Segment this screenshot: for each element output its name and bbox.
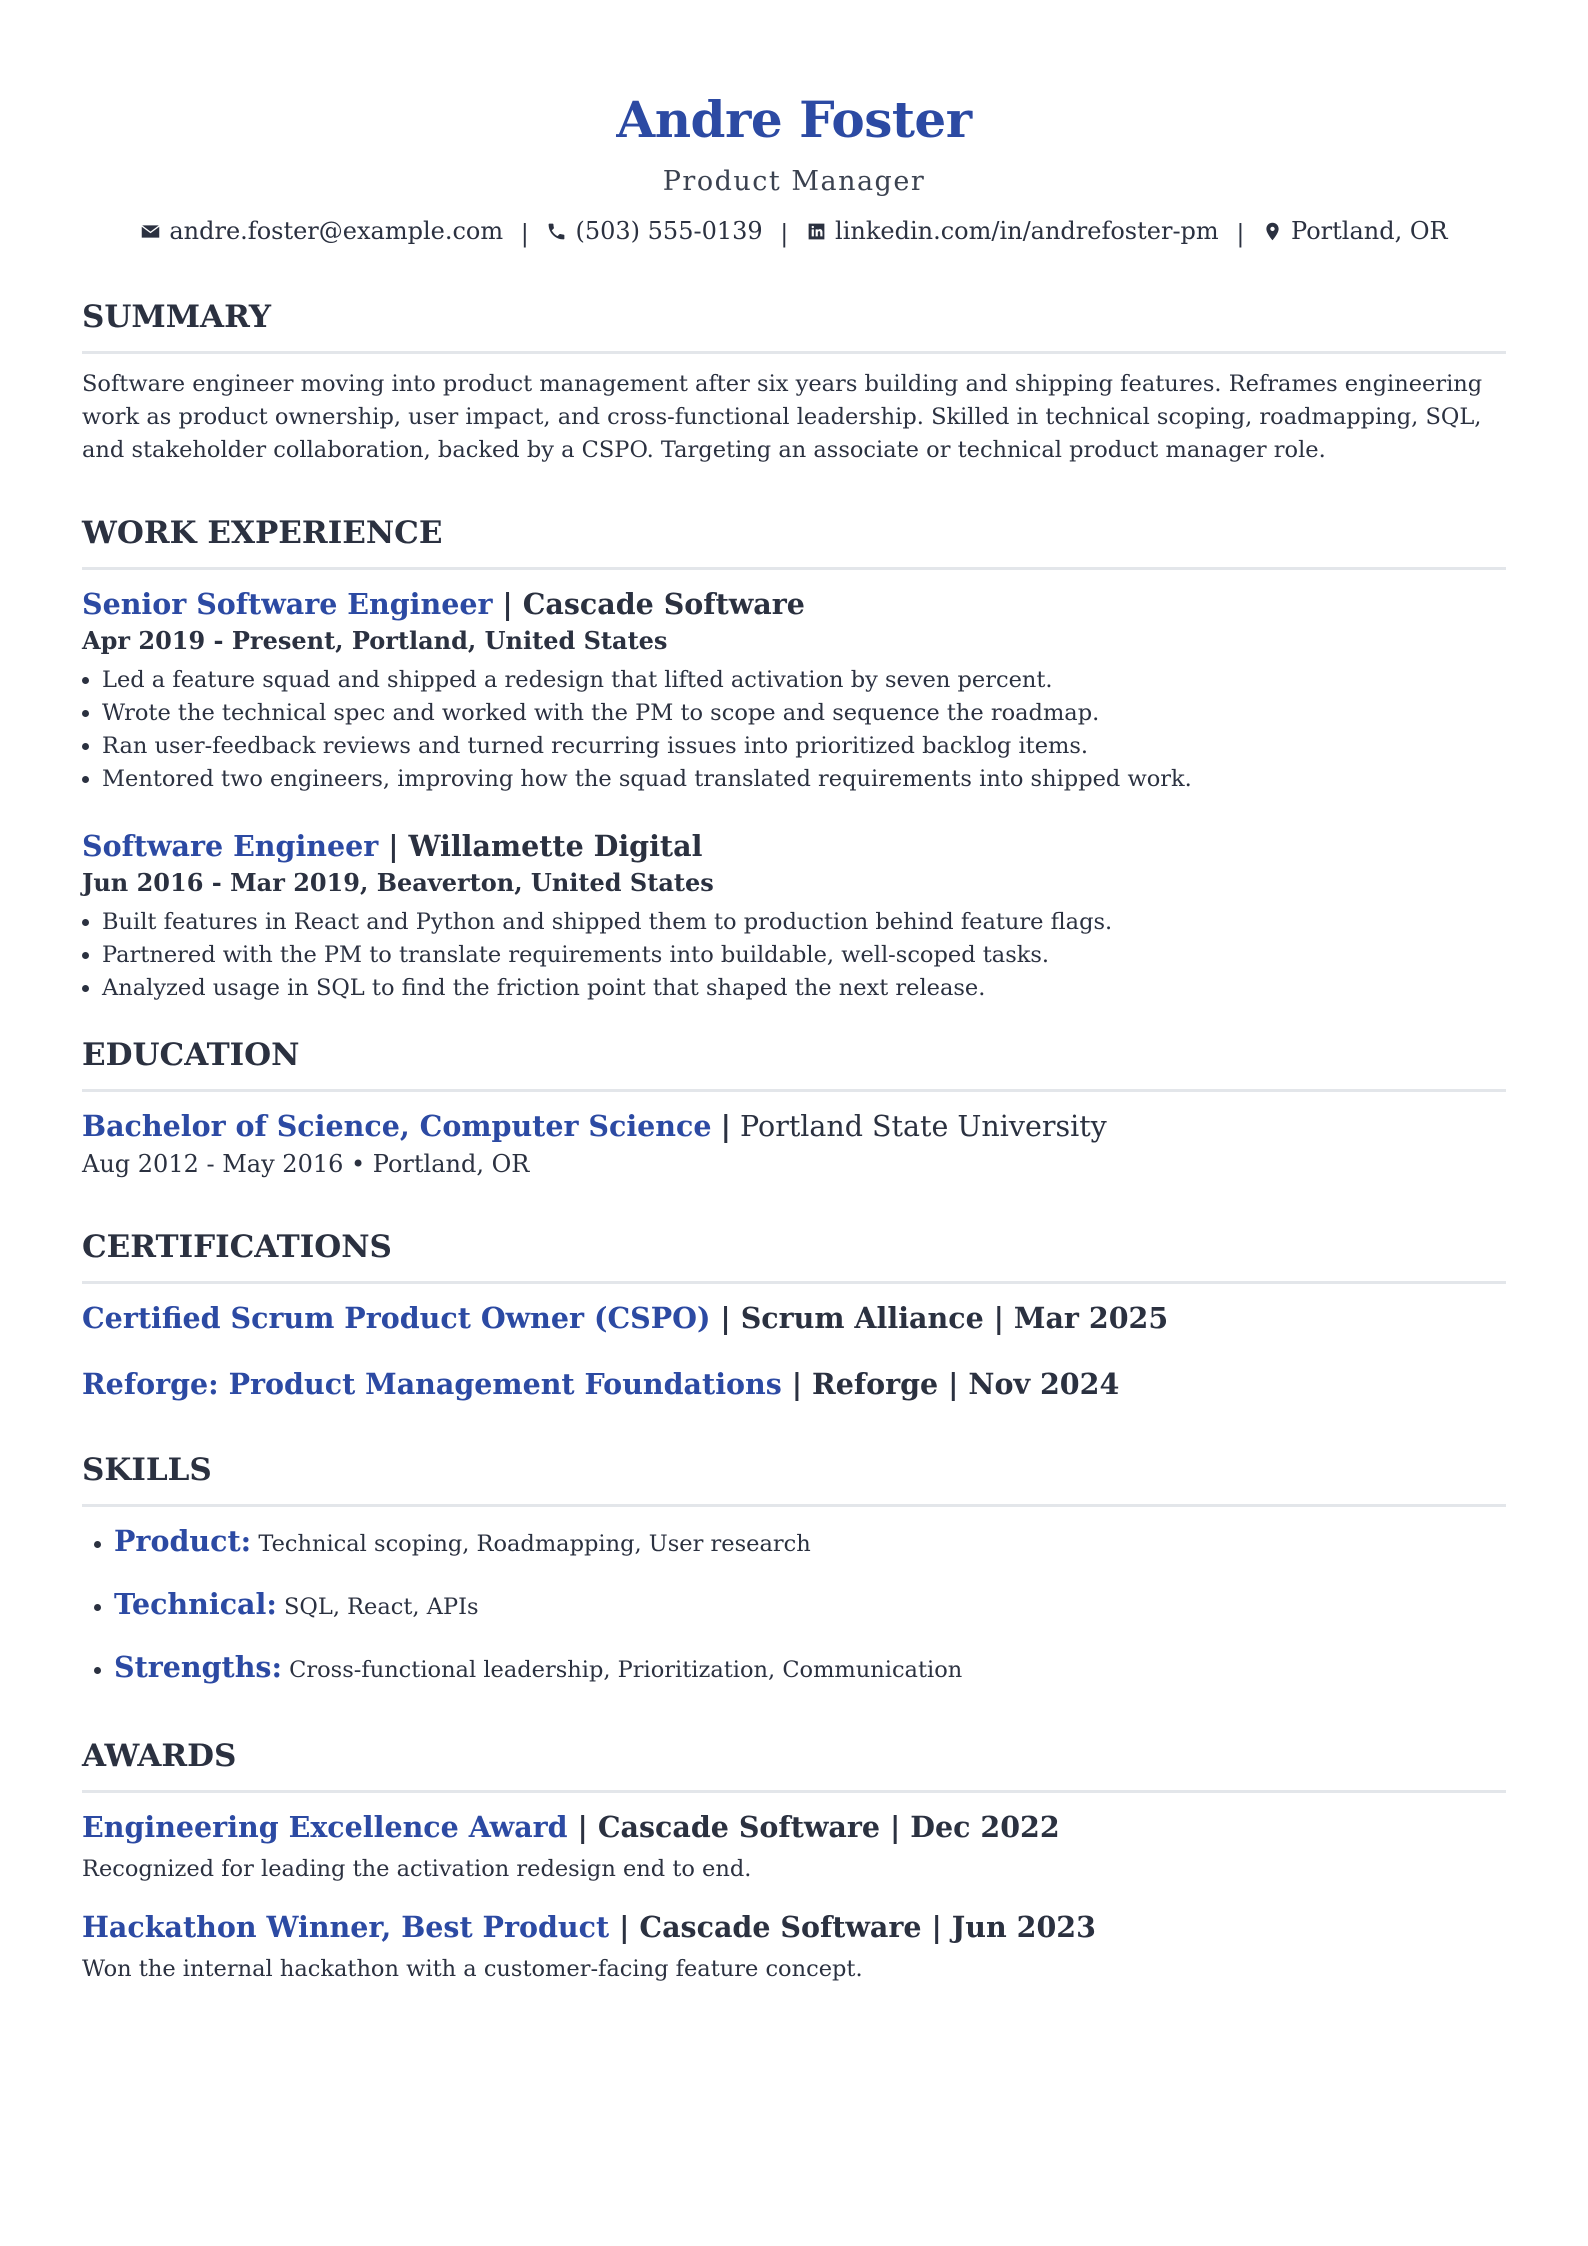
award-heading: Hackathon Winner, Best Product | Cascade Software | Jun 2023 <box>82 1909 1096 1944</box>
education-section <box>82 1035 1506 1181</box>
contact-email-text: andre.foster@example.com <box>169 217 504 245</box>
job-heading: Senior Software Engineer | Cascade Software <box>82 586 805 621</box>
list-item: • Mentored two engineers, improving how the squad translated requirements into shipped work. <box>102 763 1506 796</box>
award-name: Engineering Excellence Award <box>82 1809 568 1844</box>
award-org: Cascade Software <box>639 1909 922 1944</box>
list-item: • Analyzed usage in SQL to find the friction point that shaped the next release. <box>102 972 1506 1005</box>
section-heading: SKILLS <box>82 1450 1506 1507</box>
award-name: Hackathon Winner, Best Product <box>82 1909 610 1944</box>
contact-linkedin[interactable] <box>806 214 1219 248</box>
list-item: • Led a feature squad and shipped a redesign that lifted activation by seven percent. <box>102 664 1506 697</box>
contact-separator: | <box>520 219 529 248</box>
contact-location-text: Portland, OR <box>1291 217 1448 245</box>
section-heading: CERTIFICATIONS <box>82 1227 1506 1284</box>
certification-date: Mar 2025 <box>1013 1300 1169 1335</box>
education-heading: Bachelor of Science, Computer Science | Portland State University <box>82 1108 1107 1143</box>
job-heading: Software Engineer | Willamette Digital <box>82 828 703 863</box>
contact-location <box>1262 214 1448 248</box>
awards-section <box>82 1736 1506 1985</box>
contact-phone-text: (503) 555-0139 <box>575 217 763 245</box>
certification-issuer: Reforge <box>812 1366 939 1401</box>
list-item <box>114 1647 1506 1690</box>
award-description: Recognized for leading the activation redesign end to end. <box>82 1855 752 1882</box>
envelope-icon <box>140 221 161 242</box>
contact-line <box>82 214 1506 251</box>
certification-date: Nov 2024 <box>968 1366 1120 1401</box>
education-degree: Bachelor of Science, Computer Science <box>82 1108 712 1143</box>
job-entry <box>82 584 1506 796</box>
phone-icon <box>546 221 567 242</box>
certification-issuer: Scrum Alliance <box>740 1300 984 1335</box>
summary-text: Software engineer moving into product management after six years building and shipping features. Reframes engineering work as product ownership, user impact, and cross-functional leadership. Skilled in technical scoping, roadmapping, SQL, and stakeholder collaboration, backed by a CSPO. Targeting an associate or technical product manager role. <box>82 370 1483 463</box>
skill-value: SQL, React, APIs <box>284 1593 479 1620</box>
certification-item: Certified Scrum Product Owner (CSPO) | Scrum Alliance | Mar 2025 <box>82 1300 1169 1335</box>
summary-section <box>82 297 1506 467</box>
award-item <box>82 1907 1506 1985</box>
award-date: Jun 2023 <box>951 1909 1096 1944</box>
job-role: Software Engineer <box>82 828 379 863</box>
job-company: Cascade Software <box>522 586 805 621</box>
job-company: Willamette Digital <box>408 828 703 863</box>
skill-label: Product: <box>114 1523 252 1558</box>
certification-name: Reforge: Product Management Foundations <box>82 1366 782 1401</box>
contact-email[interactable] <box>140 214 503 248</box>
certification-name: Certified Scrum Product Owner (CSPO) <box>82 1300 711 1335</box>
contact-separator: | <box>1236 219 1245 248</box>
work-experience-section <box>82 513 1506 1005</box>
contact-separator: | <box>780 219 789 248</box>
contact-phone[interactable] <box>546 214 762 248</box>
award-date: Dec 2022 <box>910 1809 1060 1844</box>
list-item: • Wrote the technical spec and worked with the PM to scope and sequence the roadmap. <box>102 697 1506 730</box>
candidate-title: Product Manager <box>662 166 926 197</box>
skill-label: Technical: <box>114 1586 277 1621</box>
list-item: • Built features in React and Python and shipped them to production behind feature flags. <box>102 906 1506 939</box>
award-item <box>82 1807 1506 1885</box>
certifications-section <box>82 1227 1506 1404</box>
section-heading: SUMMARY <box>82 297 1506 354</box>
skill-label: Strengths: <box>114 1649 282 1684</box>
education-meta: Aug 2012 - May 2016 • Portland, OR <box>82 1149 530 1178</box>
award-org: Cascade Software <box>597 1809 881 1844</box>
list-item: • Partnered with the PM to translate requirements into buildable, well-scoped tasks. <box>102 939 1506 972</box>
award-heading: Engineering Excellence Award | Cascade Software | Dec 2022 <box>82 1809 1060 1844</box>
map-pin-icon <box>1262 221 1283 242</box>
education-school: Portland State University <box>740 1109 1107 1143</box>
certification-item: Reforge: Product Management Foundations | Reforge | Nov 2024 <box>82 1366 1120 1401</box>
job-entry <box>82 826 1506 1005</box>
skill-value: Technical scoping, Roadmapping, User research <box>258 1530 811 1557</box>
linkedin-icon <box>806 221 827 242</box>
section-heading: WORK EXPERIENCE <box>82 513 1506 570</box>
job-role: Senior Software Engineer <box>82 586 493 621</box>
job-meta: Apr 2019 - Present, Portland, United States <box>82 625 668 655</box>
list-item <box>114 1584 1506 1627</box>
job-meta: Jun 2016 - Mar 2019, Beaverton, United States <box>82 867 714 897</box>
job-bullets <box>82 664 1506 796</box>
award-description: Won the internal hackathon with a customer-facing feature concept. <box>82 1955 863 1982</box>
candidate-name: Andre Foster <box>616 90 972 149</box>
contact-linkedin-text: linkedin.com/in/andrefoster-pm <box>835 217 1219 245</box>
job-bullets <box>82 906 1506 1005</box>
list-item <box>114 1521 1506 1564</box>
resume-header <box>82 0 1506 251</box>
skills-section <box>82 1450 1506 1690</box>
skills-list <box>82 1521 1506 1690</box>
skill-value: Cross-functional leadership, Prioritization, Communication <box>289 1656 963 1683</box>
section-heading: EDUCATION <box>82 1035 1506 1092</box>
list-item: • Ran user-feedback reviews and turned recurring issues into prioritized backlog items. <box>102 730 1506 763</box>
section-heading: AWARDS <box>82 1736 1506 1793</box>
